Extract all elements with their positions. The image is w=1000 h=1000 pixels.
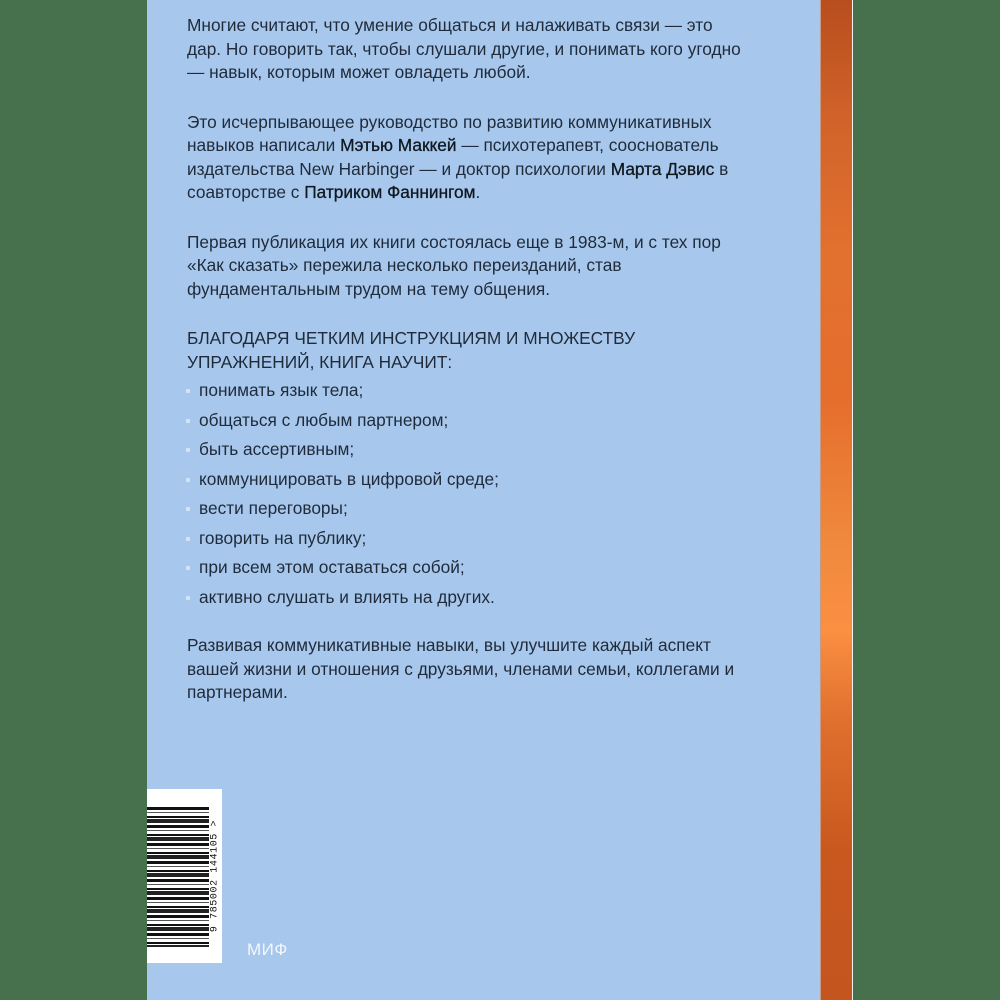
- closing-paragraph: Развивая коммуникативные навыки, вы улучшите каждый аспект вашей жизни и отношения с друзьями, членами семьи, коллегами и партнерами.: [187, 635, 735, 702]
- authors-text: Это исчерпывающее руководство по развитию коммуникативных навыков написали: [187, 111, 712, 155]
- barcode-number: [209, 789, 221, 963]
- list-item-text: быть ассертивным;: [199, 439, 355, 459]
- authors-paragraph: [187, 111, 747, 205]
- intro-paragraph: Многие считают, что умение общаться и налаживать связи — это дар. Но говорить так, чтобы слушали другие, и понимать кого угодно — навык, которым может овладеть любой.: [187, 15, 741, 82]
- list-heading: БЛАГОДАРЯ ЧЕТКИМ ИНСТРУКЦИЯМ И МНОЖЕСТВУ УПРАЖНЕНИЙ, КНИГА НАУЧИТ:: [187, 328, 636, 372]
- list-item: [187, 553, 747, 583]
- barcode: [147, 789, 222, 963]
- list-item: [187, 583, 747, 613]
- bullet-icon: [186, 566, 190, 570]
- background-left: [0, 0, 147, 1000]
- list-item-text: при всем этом оставаться собой;: [199, 557, 465, 577]
- bullet-icon: [186, 419, 190, 423]
- list-item: [187, 406, 747, 436]
- publisher-logo: МИФ: [247, 940, 288, 959]
- list-item-text: активно слушать и влиять на других.: [199, 586, 495, 607]
- isbn-text: 9 785002 144105 >: [209, 819, 221, 933]
- author-name: Патриком Фаннингом: [304, 182, 476, 202]
- author-name: Марта Дэвис: [610, 158, 715, 179]
- list-item-text: понимать язык тела;: [199, 380, 364, 400]
- list-item: [187, 494, 747, 524]
- list-item-text: коммуницировать в цифровой среде;: [199, 468, 499, 489]
- book-spine: [820, 0, 852, 1000]
- skills-list: [187, 376, 747, 612]
- list-item: [187, 376, 747, 406]
- list-item-text: общаться с любым партнером;: [199, 409, 449, 430]
- list-item-text: говорить на публику;: [199, 527, 367, 548]
- bullet-icon: [186, 448, 190, 452]
- bullet-icon: [186, 478, 190, 482]
- bullet-icon: [186, 507, 190, 511]
- bullet-icon: [186, 537, 190, 541]
- authors-text: в соавторстве с: [187, 158, 729, 202]
- cover-text-block: [187, 14, 747, 731]
- barcode-bars-icon: [147, 807, 209, 947]
- bullet-icon: [186, 389, 190, 393]
- list-item: [187, 524, 747, 554]
- list-item: [187, 435, 747, 465]
- authors-text: — психотерапевт, сооснователь издательства New Harbinger — и доктор психологии: [187, 135, 719, 179]
- author-name: Мэтью Маккей: [340, 135, 457, 155]
- bullet-icon: [186, 596, 190, 600]
- list-item: [187, 465, 747, 495]
- history-paragraph: Первая публикация их книги состоялась еще в 1983-м, и с тех пор «Как сказать» пережила несколько переизданий, став фундаментальным трудом на тему общения.: [187, 231, 721, 299]
- list-item-text: вести переговоры;: [199, 498, 348, 518]
- authors-text: .: [475, 182, 481, 202]
- background-right: [853, 0, 1000, 1000]
